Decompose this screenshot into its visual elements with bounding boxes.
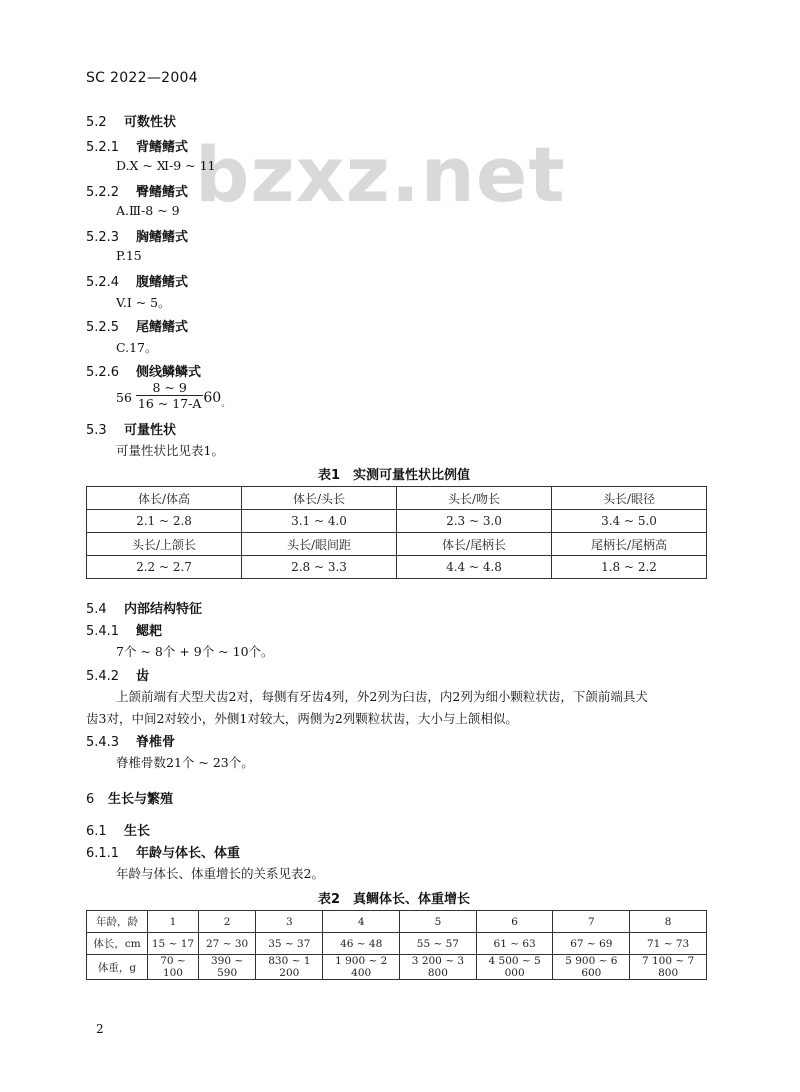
heading-number: 5.4.1 <box>86 624 120 639</box>
table-cell: 5 900 ~ 6 600 <box>553 955 630 980</box>
table-cell: 头长/上颌长 <box>87 533 242 556</box>
heading-number: 5.2.3 <box>86 230 120 245</box>
heading-6 <box>86 788 173 807</box>
table-cell: 46 ~ 48 <box>323 933 400 955</box>
table-cell: 体重，g <box>87 955 148 980</box>
heading-title: 臀鳍鳍式 <box>136 185 189 200</box>
table-cell: 67 ~ 69 <box>553 933 630 955</box>
table-cell: 830 ~ 1 200 <box>256 955 323 980</box>
heading-number: 5.2.6 <box>86 365 120 380</box>
dorsal-fin-formula: D.X ~ Ⅺ-9 ~ 11 <box>116 158 216 173</box>
table-cell: 6 <box>476 911 553 933</box>
table-cell: 体长/体高 <box>87 487 242 510</box>
table-cell: 年龄，龄 <box>87 911 148 933</box>
table-cell: 4.4 ~ 4.8 <box>397 556 552 579</box>
heading-number: 5.2.1 <box>86 140 120 155</box>
page-number: 2 <box>96 1022 104 1036</box>
heading-title: 年龄与体长、体重 <box>136 846 241 861</box>
heading-5-2-2 <box>86 181 188 200</box>
teeth-text-line1: 上颌前端有犬型犬齿2对，每侧有牙齿4列，外2列为臼齿，内2列为细小颗粒状齿，下颌前端具犬 <box>116 689 648 704</box>
table2 <box>86 910 707 980</box>
table-cell: 1 <box>148 911 199 933</box>
table-cell: 390 ~ 590 <box>198 955 255 980</box>
table-cell: 头长/吻长 <box>397 487 552 510</box>
formula-denominator: 16 ~ 17-A <box>137 396 202 411</box>
table-cell: 体长/尾柄长 <box>397 533 552 556</box>
table-cell: 尾柄长/尾柄高 <box>552 533 707 556</box>
formula-prefix: 56 <box>116 390 132 405</box>
table-cell: 7 100 ~ 7 800 <box>630 955 707 980</box>
growth-text: 年龄与体长、体重增长的关系见表2。 <box>116 866 324 881</box>
table-cell: 头长/眼间距 <box>242 533 397 556</box>
heading-title: 生长与繁殖 <box>108 792 174 807</box>
heading-number: 6 <box>86 792 95 807</box>
heading-5-2-3 <box>86 226 188 245</box>
heading-number: 5.2 <box>86 115 107 130</box>
table-cell: 7 <box>553 911 630 933</box>
heading-5-4-3 <box>86 731 175 750</box>
table-cell: 3.1 ~ 4.0 <box>242 510 397 533</box>
heading-5-4-1 <box>86 620 162 639</box>
heading-number: 5.4.2 <box>86 669 120 684</box>
table-cell: 体长，cm <box>87 933 148 955</box>
table-row <box>87 911 707 933</box>
table1-caption: 表1 实测可量性状比例值 <box>318 468 471 483</box>
heading-5-2-4 <box>86 271 188 290</box>
heading-title: 腹鳍鳍式 <box>136 275 189 290</box>
heading-5-4 <box>86 598 202 617</box>
heading-5-2-5 <box>86 316 188 335</box>
table-row <box>87 955 707 980</box>
table-cell: 4 <box>323 911 400 933</box>
table-cell: 2.8 ~ 3.3 <box>242 556 397 579</box>
table-cell: 4 500 ~ 5 000 <box>476 955 553 980</box>
heading-title: 可量性状 <box>124 423 177 438</box>
standard-code: SC 2022—2004 <box>86 70 198 86</box>
heading-title: 背鳍鳍式 <box>136 140 189 155</box>
ventral-fin-formula: V.Ⅰ ~ 5。 <box>116 295 171 310</box>
table-cell: 体长/头长 <box>242 487 397 510</box>
table-row <box>87 510 707 533</box>
table-row <box>87 933 707 955</box>
table-row <box>87 533 707 556</box>
table-cell: 2 <box>198 911 255 933</box>
table-cell: 71 ~ 73 <box>630 933 707 955</box>
heading-title: 可数性状 <box>124 115 177 130</box>
table-cell: 3.4 ~ 5.0 <box>552 510 707 533</box>
table-row <box>87 556 707 579</box>
table-cell: 2.2 ~ 2.7 <box>87 556 242 579</box>
table-cell: 35 ~ 37 <box>256 933 323 955</box>
table-cell: 2.1 ~ 2.8 <box>87 510 242 533</box>
pectoral-fin-formula: P.15 <box>116 248 142 263</box>
heading-title: 鳃耙 <box>136 624 163 639</box>
vertebrae-text: 脊椎骨数21个 ~ 23个。 <box>116 755 254 770</box>
watermark: bzxz.net <box>195 130 566 219</box>
heading-number: 5.2.2 <box>86 185 120 200</box>
heading-number: 6.1.1 <box>86 846 120 861</box>
table-cell: 27 ~ 30 <box>198 933 255 955</box>
measurable-traits-text: 可量性状比见表1。 <box>116 443 224 458</box>
heading-number: 5.2.4 <box>86 275 120 290</box>
table-row <box>87 487 707 510</box>
table-cell: 5 <box>400 911 477 933</box>
heading-number: 5.4 <box>86 602 107 617</box>
table-cell: 55 ~ 57 <box>400 933 477 955</box>
table-cell: 70 ~ 100 <box>148 955 199 980</box>
heading-title: 齿 <box>136 669 150 684</box>
heading-6-1-1 <box>86 842 240 861</box>
table-cell: 头长/眼径 <box>552 487 707 510</box>
table-cell: 1.8 ~ 2.2 <box>552 556 707 579</box>
heading-title: 胸鳍鳍式 <box>136 230 189 245</box>
table1 <box>86 486 707 579</box>
heading-5-2-6 <box>86 361 201 380</box>
anal-fin-formula: A.Ⅲ-8 ~ 9 <box>116 203 180 218</box>
heading-5-2 <box>86 111 176 130</box>
heading-number: 5.3 <box>86 423 107 438</box>
table-cell: 8 <box>630 911 707 933</box>
formula-numerator: 8 ~ 9 <box>136 380 203 396</box>
table-cell: 61 ~ 63 <box>476 933 553 955</box>
formula-suffix: 60 <box>203 390 222 406</box>
heading-5-4-2 <box>86 665 149 684</box>
heading-5-2-1 <box>86 136 188 155</box>
heading-6-1 <box>86 820 150 839</box>
gill-rakers-text: 7个 ~ 8个 + 9个 ~ 10个。 <box>116 644 274 659</box>
caudal-fin-formula: C.17。 <box>116 340 158 355</box>
heading-5-3 <box>86 419 176 438</box>
heading-title: 脊椎骨 <box>136 735 176 750</box>
heading-number: 5.4.3 <box>86 735 120 750</box>
heading-title: 生长 <box>124 824 151 839</box>
table-cell: 3 <box>256 911 323 933</box>
heading-number: 6.1 <box>86 824 107 839</box>
table-cell: 1 900 ~ 2 400 <box>323 955 400 980</box>
heading-number: 5.2.5 <box>86 320 120 335</box>
heading-title: 侧线鳞鳞式 <box>136 365 202 380</box>
table2-caption: 表2 真鲷体长、体重增长 <box>318 892 471 907</box>
heading-title: 尾鳍鳍式 <box>136 320 189 335</box>
table-cell: 15 ~ 17 <box>148 933 199 955</box>
formula-end: 。 <box>221 399 231 409</box>
teeth-text-line2: 齿3对，中间2对较小，外侧1对较大，两侧为2列颗粒状齿，大小与上颌相似。 <box>86 711 518 726</box>
lateral-line-scale-formula <box>116 380 230 411</box>
table-cell: 3 200 ~ 3 800 <box>400 955 477 980</box>
heading-title: 内部结构特征 <box>124 602 203 617</box>
table-cell: 2.3 ~ 3.0 <box>397 510 552 533</box>
